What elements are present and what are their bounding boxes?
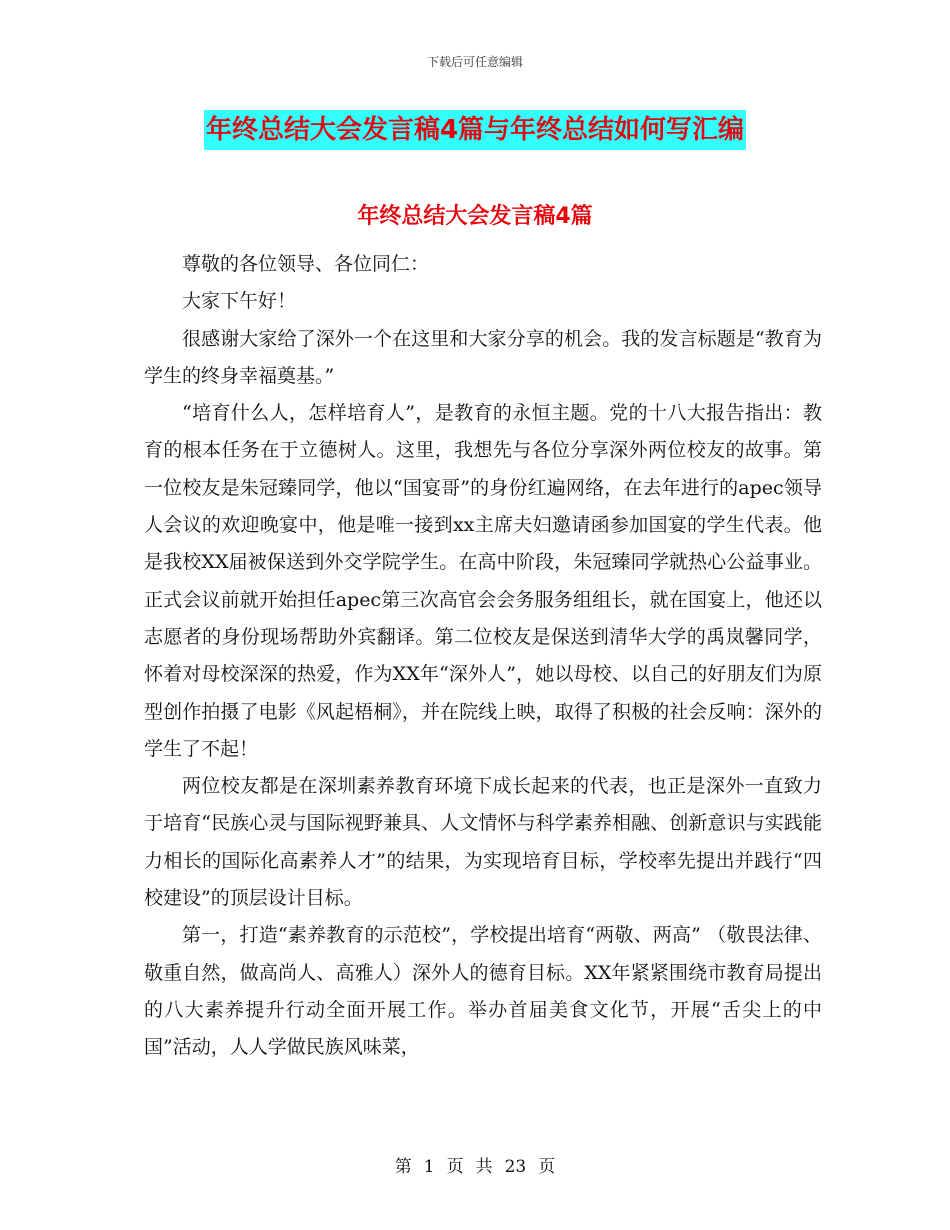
paragraph-greeting: 大家下午好！ (182, 290, 297, 313)
page-total-number: 23 (504, 1157, 527, 1177)
page-label-total: 共 (475, 1157, 493, 1177)
paragraph-salutation: 尊敬的各位领导、各位同仁： (182, 253, 430, 275)
page-label-pre: 第 (394, 1157, 412, 1177)
document-sub-title: 年终总结大会发言稿4篇 (357, 204, 593, 229)
paragraph: 第一，打造“素养教育的示范校”，学校提出培育“两敬、两高” （敬畏法律、敬重自然，做高尚人、高雅人）深外人的德育目标。XX年紧紧围绕市教育局提出的八大素养提升行动全面开展工作。举办首届美食文化节，开展“舌尖上的中国”活动，人人学做民族风味菜， (144, 924, 822, 1059)
page-footer (0, 1152, 950, 1177)
paragraph: “培育什么人，怎样培育人”，是教育的永恒主题。党的十八大报告指出：教育的根本任务在于立德树人。这里，我想先与各位分享深外两位校友的故事。第一位校友是朱冠臻同学，他以“国宴哥”的身份红遍网络，在去年进行的apec领导人会议的欢迎晚宴中，他是唯一接到xx主席夫妇邀请函参加国宴的学生代表。他是我校XX届被保送到外交学院学生。在高中阶段，朱冠臻同学就热心公益事业。正式会议前就开始担任apec第三次高官会会务服务组组长，就在国宴上，他还以志愿者的身份现场帮助外宾翻译。第二位校友是保送到清华大学的禹岚馨同学，怀着对母校深深的热爱，作为XX年“深外人”，她以母校、以自己的好朋友们为原型创作拍摄了电影《风起梧桐》，并在院线上映，取得了积极的社会反响：深外的学生了不起！ (144, 402, 822, 760)
page-current-number: 1 (423, 1157, 435, 1177)
page-label-post: 页 (538, 1157, 556, 1177)
page-label-mid: 页 (446, 1157, 464, 1177)
main-title-container (0, 110, 950, 150)
document-body (144, 246, 822, 1067)
page-header-note: 下载后可任意编辑 (426, 55, 523, 69)
paragraph: 很感谢大家给了深外一个在这里和大家分享的机会。我的发言标题是“教育为学生的终身幸福奠基。” (144, 327, 822, 387)
paragraph: 两位校友都是在深圳素养教育环境下成长起来的代表，也正是深外一直致力于培育“民族心灵与国际视野兼具、人文情怀与科学素养相融、创新意识与实践能力相长的国际化高素养人才”的结果，为实现培育目标，学校率先提出并践行“四校建设”的顶层设计目标。 (144, 775, 822, 910)
document-main-title: 年终总结大会发言稿4篇与年终总结如何写汇编 (204, 110, 746, 150)
